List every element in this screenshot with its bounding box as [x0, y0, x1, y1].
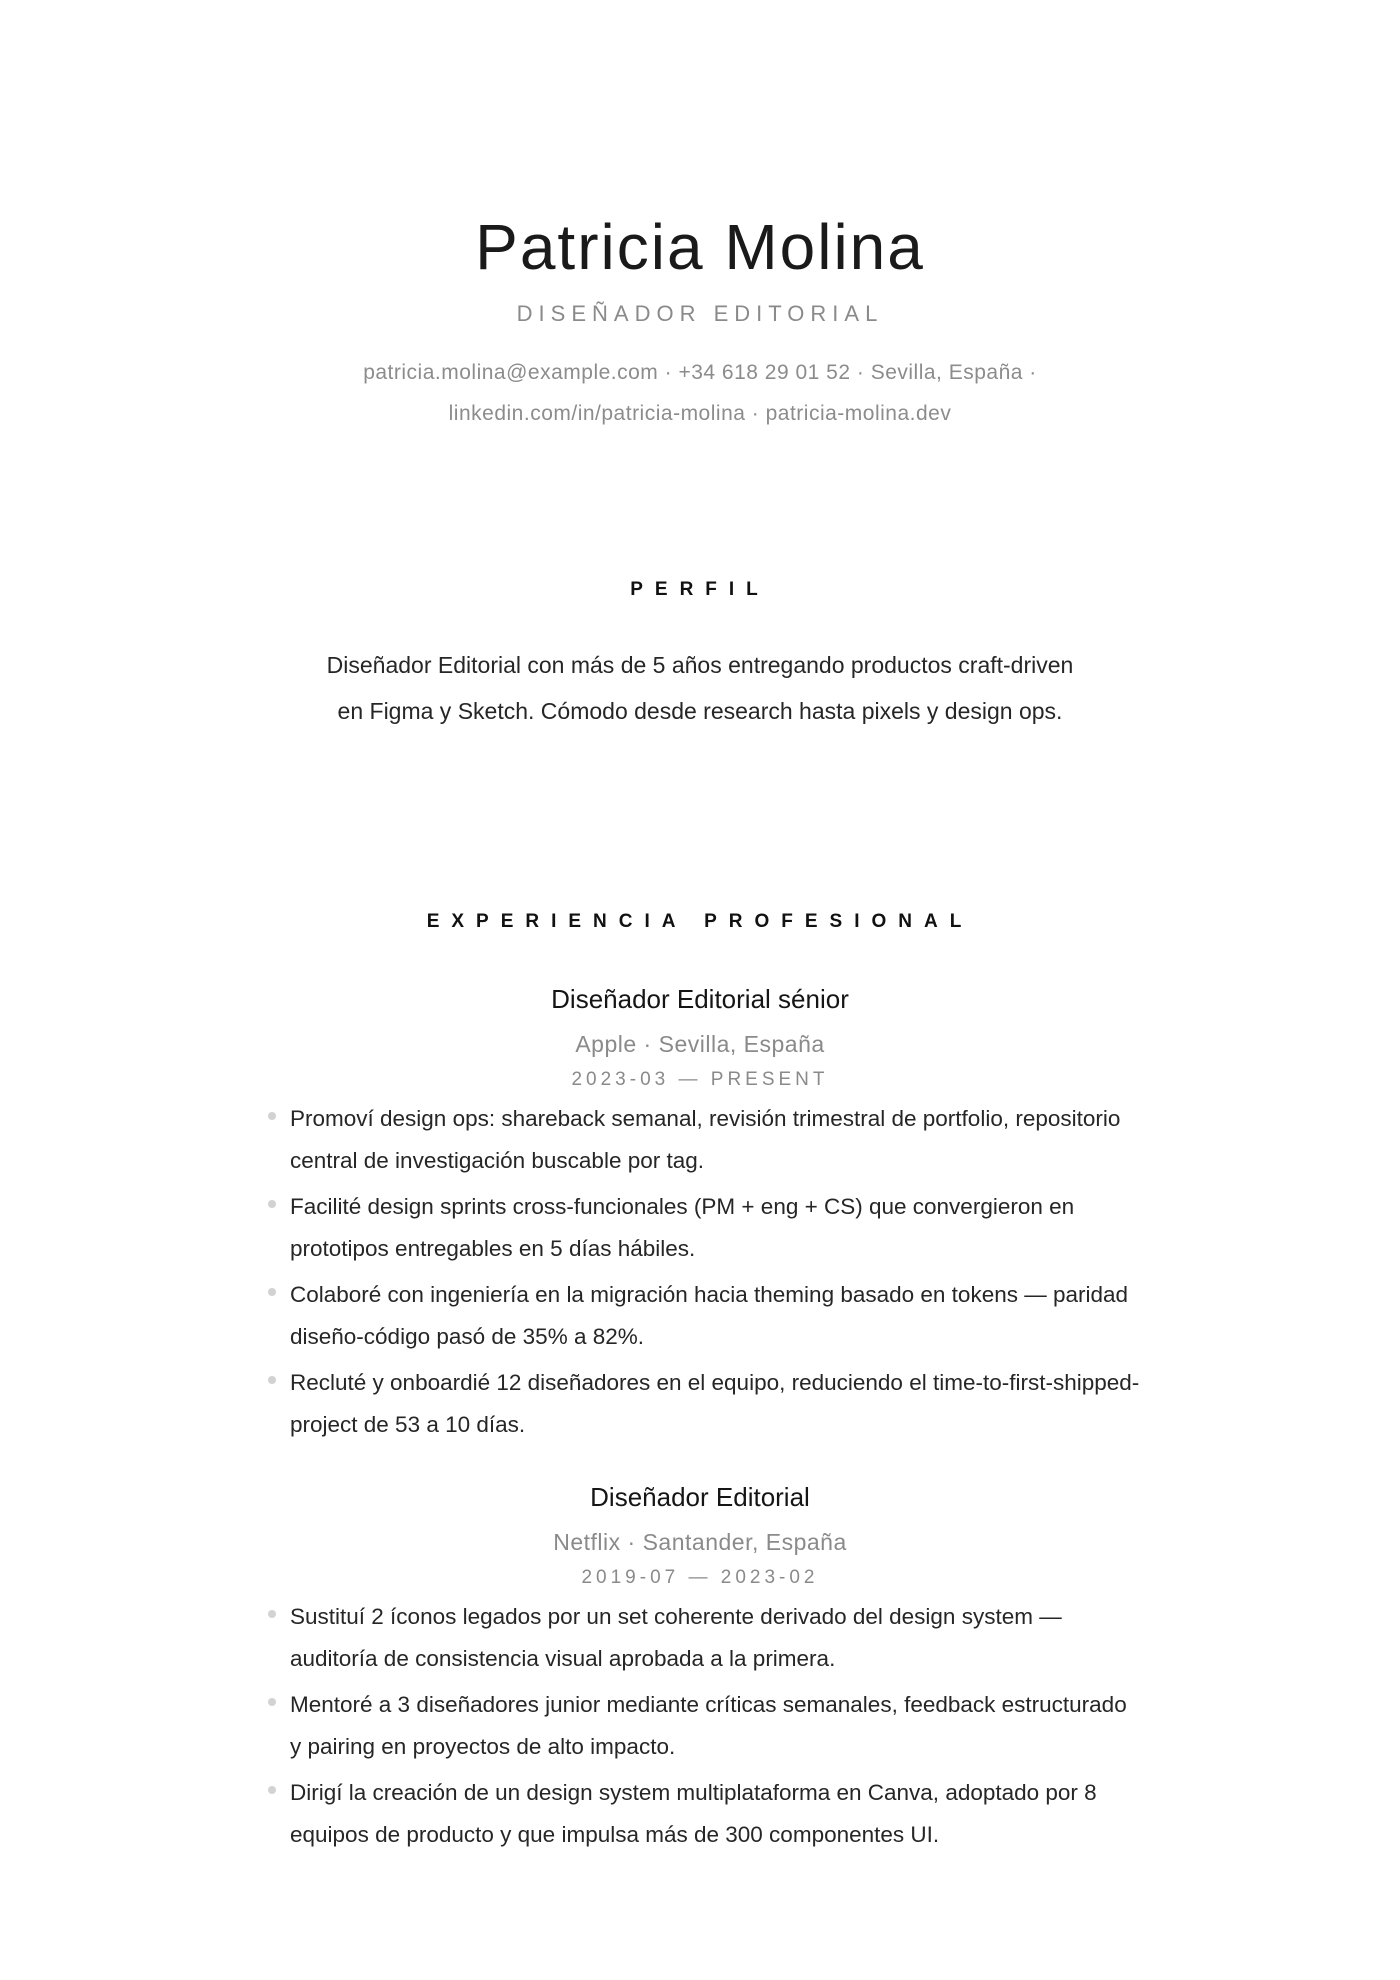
job-title: Diseñador Editorial sénior — [551, 984, 849, 1014]
job-bullet — [290, 1362, 1140, 1446]
bullet-dot-icon — [268, 1112, 276, 1120]
job-company: Apple · Sevilla, España — [575, 1031, 825, 1057]
profile-section-title: PERFIL — [630, 579, 770, 600]
job-bullet — [290, 1772, 1140, 1856]
bullet-dot-icon — [268, 1698, 276, 1706]
bullet-dot-icon — [268, 1610, 276, 1618]
job-bullets — [290, 1596, 1140, 1856]
job-title: Diseñador Editorial — [590, 1482, 810, 1512]
job-dates: 2023-03 — PRESENT — [571, 1069, 829, 1090]
bullet-text: Colaboré con ingeniería en la migración hacia theming basado en tokens — paridad diseño-código pasó de 35% a 82%. — [290, 1282, 1129, 1349]
experience-section-title: EXPERIENCIA PROFESIONAL — [426, 911, 974, 932]
bullet-dot-icon — [268, 1376, 276, 1384]
bullet-text: Promoví design ops: shareback semanal, revisión trimestral de portfolio, repositorio central de investigación buscable por tag. — [290, 1106, 1121, 1173]
profile-summary: Diseñador Editorial con más de 5 años entregando productos craft-driven en Figma y Sketch. Cómodo desde research hasta pixels y design ops. — [326, 652, 1074, 724]
candidate-name: Patricia Molina — [475, 211, 925, 283]
job-bullet — [290, 1098, 1140, 1182]
bullet-dot-icon — [268, 1786, 276, 1794]
bullet-dot-icon — [268, 1288, 276, 1296]
job-entry-1 — [0, 982, 1400, 1450]
job-company: Netflix · Santander, España — [553, 1529, 847, 1555]
bullet-text: Facilité design sprints cross-funcionales (PM + eng + CS) que convergieron en prototipos entregables en 5 días hábiles. — [290, 1194, 1075, 1261]
bullet-text: Dirigí la creación de un design system multiplataforma en Canva, adoptado por 8 equipos de producto y que impulsa más de 300 componentes UI. — [290, 1780, 1097, 1847]
job-bullet — [290, 1596, 1140, 1680]
job-dates: 2019-07 — 2023-02 — [581, 1567, 819, 1588]
contact-line-2: linkedin.com/in/patricia-molina · patricia-molina.dev — [448, 402, 952, 425]
resume-header — [0, 208, 1400, 434]
contact-line-1: patricia.molina@example.com · +34 618 29 01 52 · Sevilla, España · — [363, 361, 1037, 384]
job-bullet — [290, 1186, 1140, 1270]
contact-info — [320, 352, 1080, 434]
job-bullets — [290, 1098, 1140, 1446]
bullet-text: Sustituí 2 íconos legados por un set coherente derivado del design system — auditoría de consistencia visual aprobada a la primera. — [290, 1604, 1062, 1671]
candidate-role: DISEÑADOR EDITORIAL — [516, 301, 884, 326]
bullet-text: Mentoré a 3 diseñadores junior mediante críticas semanales, feedback estructurado y pairing en proyectos de alto impacto. — [290, 1692, 1127, 1759]
job-entry-2 — [0, 1480, 1400, 1860]
bullet-text: Recluté y onboardié 12 diseñadores en el equipo, reduciendo el time-to-first-shipped-project de 53 a 10 días. — [290, 1370, 1140, 1437]
job-bullet — [290, 1274, 1140, 1358]
bullet-dot-icon — [268, 1200, 276, 1208]
job-bullet — [290, 1684, 1140, 1768]
